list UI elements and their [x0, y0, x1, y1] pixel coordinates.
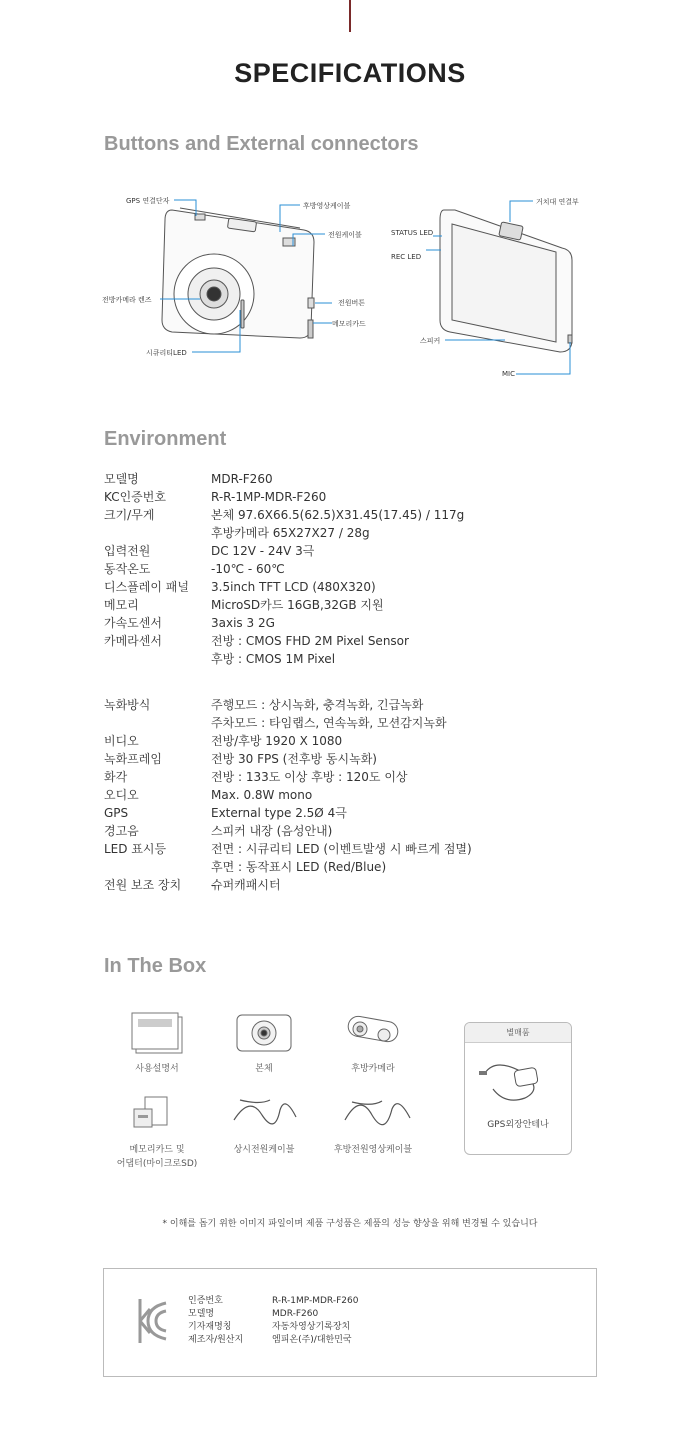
kc-mark-icon: [136, 1297, 170, 1345]
spec-row: 후방카메라 65X27X27 / 28g: [211, 526, 370, 540]
spec-row: 전원 보조 장치 슈퍼캐패시터: [104, 878, 281, 892]
label-front-lens: 전방카메라 렌즈: [102, 296, 152, 304]
spec-row: 카메라센서 전방 : CMOS FHD 2M Pixel Sensor: [104, 634, 409, 648]
label-memory-card: 메모리카드: [332, 320, 366, 328]
spec-row: 가속도센서 3axis 3 2G: [104, 616, 275, 630]
label-security-led: 시큐리티LED: [146, 349, 187, 357]
kc-certification-box: [103, 1268, 597, 1377]
box-items-illustrations: [0, 1005, 460, 1155]
section-title-in-the-box: In The Box: [104, 955, 207, 977]
kc-row: 기자재명칭 자동차영상기록장치: [188, 1322, 351, 1332]
label-gps-port: GPS 연결단자: [126, 197, 170, 205]
kc-info-table: [188, 1295, 358, 1347]
page-title: SPECIFICATIONS: [234, 58, 466, 88]
label-power-cable: 전원케이블: [328, 231, 362, 239]
box-item-body: 본체: [255, 1064, 273, 1074]
box-item-memory-card: 메모리카드 및 어댑터(마이크로SD): [116, 1145, 198, 1169]
label-power-button: 전원버튼: [338, 299, 366, 307]
spec-row: LED 표시등 전면 : 시큐리티 LED (이벤트발생 시 빠르게 점멸): [104, 842, 472, 856]
manual-icon: [132, 1013, 182, 1053]
section-title-buttons: Buttons and External connectors: [104, 133, 419, 155]
front-device-illustration: [162, 208, 314, 338]
optional-accessory-box: [464, 1022, 572, 1155]
label-speaker: 스피커: [420, 337, 441, 345]
rear-device-illustration: [440, 210, 572, 352]
spec-row: GPS External type 2.5Ø 4극: [104, 806, 347, 820]
spec-row: 동작온도 -10℃ - 60℃: [104, 562, 285, 576]
box-item-manual: 사용설명서: [135, 1064, 179, 1074]
specs-group-2: [104, 696, 604, 894]
box-item-rear-camera: 후방카메라: [351, 1064, 395, 1074]
box-item-rear-cable: 후방전원영상케이블: [333, 1145, 413, 1155]
gps-antenna-icon: [465, 1043, 572, 1113]
spec-row: KC인증번호 R-R-1MP-MDR-F260: [104, 490, 327, 504]
notice-text: * 이해를 돕기 위한 이미지 파일이며 제품 구성품은 제품의 성능 향상을 위해 변경될 수 있습니다: [162, 1219, 538, 1229]
label-rear-cam-cable: 후방영상케이블: [303, 202, 351, 210]
optional-item: GPS외장안테나: [487, 1120, 549, 1130]
spec-row: 화각 전방 : 133도 이상 후방 : 120도 이상: [104, 770, 408, 784]
spec-row: 입력전원 DC 12V - 24V 3극: [104, 544, 315, 558]
kc-row: 인증번호 R-R-1MP-MDR-F260: [188, 1296, 359, 1306]
spec-row: 모델명 MDR-F260: [104, 472, 273, 486]
spec-row: 녹화프레임 전방 30 FPS (전후방 동시녹화): [104, 752, 377, 766]
spec-row: 비디오 전방/후방 1920 X 1080: [104, 734, 343, 748]
section-title-environment: Environment: [104, 428, 227, 450]
spec-row: 오디오 Max. 0.8W mono: [104, 788, 313, 802]
label-status-led: STATUS LED: [391, 229, 434, 237]
memory-card-icon: [134, 1097, 167, 1127]
spec-row: 녹화방식 주행모드 : 상시녹화, 충격녹화, 긴급녹화: [104, 698, 424, 712]
label-rec-led: REC LED: [391, 253, 422, 261]
spec-row: 후방 : CMOS 1M Pixel: [211, 652, 336, 666]
spec-row: 후면 : 동작표시 LED (Red/Blue): [211, 860, 387, 874]
kc-row: 제조자/원산지 엠피온(주)/대한민국: [188, 1335, 352, 1345]
kc-row: 모델명 MDR-F260: [188, 1309, 319, 1319]
label-mount: 거치대 연결부: [536, 198, 579, 206]
spec-row: 메모리 MicroSD카드 16GB,32GB 지원: [104, 598, 384, 612]
spec-row: 디스플레이 패널 3.5inch TFT LCD (480X320): [104, 580, 376, 594]
label-mic: MIC: [502, 370, 515, 378]
rear-power-cable-icon: [345, 1101, 410, 1125]
device-diagram-svg: [0, 180, 700, 390]
box-item-power-cable: 상시전원케이블: [233, 1145, 295, 1155]
spec-row: 크기/무게 본체 97.6X66.5(62.5)X31.45(17.45) / 117g: [104, 508, 465, 522]
body-device-icon: [237, 1015, 291, 1051]
top-divider-line: [349, 0, 351, 32]
device-diagram: [0, 180, 700, 390]
optional-header: 별매품: [465, 1023, 571, 1043]
spec-row: 경고음 스피커 내장 (음성안내): [104, 824, 333, 838]
spec-row: 주차모드 : 타임랩스, 연속녹화, 모션감지녹화: [211, 716, 447, 730]
specs-group-1: [104, 470, 604, 668]
power-cable-icon: [234, 1100, 296, 1124]
rear-camera-icon: [347, 1015, 400, 1043]
